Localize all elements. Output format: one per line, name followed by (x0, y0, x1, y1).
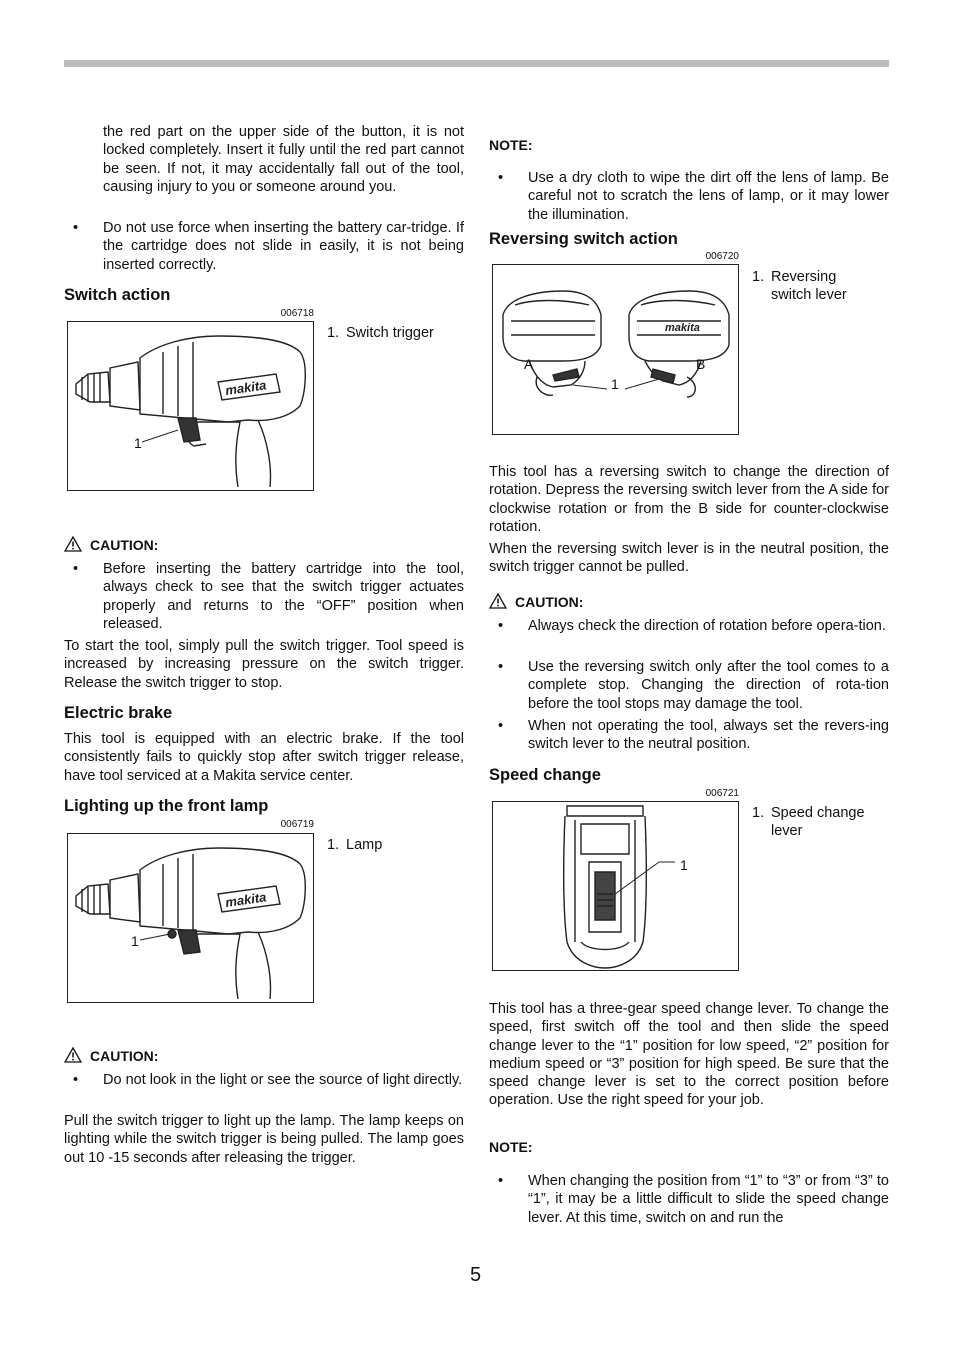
header-rule (64, 60, 889, 67)
switch-trigger-figure (67, 321, 314, 491)
legend-number: 1. (752, 805, 765, 821)
body-paragraph: To start the tool, simply pull the switch trigger. Tool speed is increased by increasing pressure on the switch trigger. Release the switch trigger to stop. (64, 638, 464, 691)
figure-callout: 1 (131, 933, 139, 949)
legend-number: 1. (752, 269, 765, 285)
drill-side-illustration (68, 834, 312, 1001)
figure-code: 006719 (280, 819, 314, 830)
figure-legend (327, 836, 382, 854)
lamp-caution-bullet (64, 1071, 464, 1089)
switch-action-heading: Switch action (64, 286, 171, 304)
figure-callout: 1 (611, 376, 619, 392)
caution-label: CAUTION: (489, 593, 889, 611)
list-item: • Before inserting the battery cartridge into the tool, always check to see that the switch trigger actuates properly and returns to the “OFF” position when released. (64, 560, 464, 633)
svg-text:makita: makita (224, 889, 268, 910)
svg-text:makita: makita (224, 377, 268, 398)
body-paragraph: When the reversing switch lever is in the neutral position, the switch trigger cannot be pulled. (489, 541, 889, 576)
reversing-caution-bullet-3 (489, 717, 889, 754)
warning-icon (64, 1047, 82, 1063)
figure-code: 006718 (280, 308, 314, 319)
note-label: NOTE: (489, 1139, 533, 1155)
callout-b: B (696, 356, 706, 372)
note-speed-bullet (489, 1172, 889, 1227)
legend-text: Reversing (771, 269, 837, 285)
list-item: • Use the reversing switch only after the tool comes to a complete stop. Changing the direction of rota-tion before the tool stops may damage the tool. (489, 658, 889, 713)
switch-action-paragraph (64, 637, 464, 692)
speed-change-figure (492, 801, 739, 971)
body-paragraph: This tool has a reversing switch to change the direction of rotation. Depress the reversing switch lever from the A side for clockwise rotation or from the B side for counter-clockwise rotation. (489, 464, 889, 535)
figure-legend (752, 268, 847, 305)
switch-caution-bullet (64, 560, 464, 633)
body-paragraph: This tool has a three-gear speed change lever. To change the speed, first switch off the tool and then slide the speed change lever to the “1” position for low speed, “2” position for medium speed or “3” position for high speed. Be sure that the speed change lever is set to the correct position before operation. Use the right speed for your job. (489, 1001, 889, 1109)
legend-text: lever (771, 823, 803, 840)
figure-code: 006721 (705, 788, 739, 799)
front-lamp-paragraph (64, 1112, 464, 1167)
reversing-switch-heading: Reversing switch action (489, 230, 678, 248)
reversing-switch-illustration (493, 265, 737, 433)
note-label: NOTE: (489, 137, 533, 153)
figure-callout: 1 (680, 857, 688, 873)
legend-text: Lamp (346, 837, 383, 853)
intro-paragraph: the red part on the upper side of the button, it is not locked completely. Insert it fully until the red part cannot be seen. If not, it may accidentally fall out of the tool, causing injury to you or someone around you. (103, 124, 464, 195)
reversing-caution-bullet-1 (489, 617, 889, 635)
page-number: 5 (470, 1264, 482, 1286)
note-lens-bullet (489, 169, 889, 224)
caution-label: CAUTION: (64, 536, 464, 554)
legend-text: Speed change (771, 805, 865, 821)
reversing-paragraph-1 (489, 463, 889, 536)
figure-legend (327, 324, 434, 342)
speed-lever-illustration (493, 802, 737, 969)
drill-side-illustration (68, 322, 312, 489)
list-item: • Always check the direction of rotation before opera-tion. (489, 617, 889, 635)
figure-code: 006720 (705, 251, 739, 262)
list-item: • Use a dry cloth to wipe the dirt off the lens of lamp. Be careful not to scratch the lens of lamp, or it may lower the illumination. (489, 169, 889, 224)
legend-number: 1. (327, 325, 340, 341)
battery-force-bullet (64, 219, 464, 274)
list-item: • When not operating the tool, always set the revers-ing switch lever to the neutral position. (489, 717, 889, 754)
front-lamp-heading: Lighting up the front lamp (64, 797, 269, 815)
speed-change-heading: Speed change (489, 766, 601, 784)
body-paragraph: Pull the switch trigger to light up the lamp. The lamp keeps on lighting while the switch trigger is being pulled. The lamp goes out 10 -15 seconds after releasing the trigger. (64, 1113, 464, 1166)
callout-a: A (524, 356, 534, 372)
electric-brake-paragraph (64, 730, 464, 785)
lamp-figure (67, 833, 314, 1003)
legend-text: switch lever (771, 287, 847, 304)
svg-text:makita: makita (665, 322, 700, 334)
figure-callout: 1 (134, 435, 142, 451)
legend-number: 1. (327, 837, 340, 853)
caution-label: CAUTION: (64, 1047, 464, 1065)
warning-icon (489, 593, 507, 609)
legend-text: Switch trigger (346, 325, 434, 341)
battery-insert-continuation (64, 123, 464, 196)
reversing-paragraph-2 (489, 540, 889, 577)
reversing-switch-figure (492, 264, 739, 435)
list-item: • When changing the position from “1” to “3” or from “3” to “1”, it may be a little difficult to slide the speed change lever. At this time, switch on and run the (489, 1172, 889, 1227)
body-paragraph: This tool is equipped with an electric brake. If the tool consistently fails to quickly stop after switch trigger release, have tool serviced at a Makita service center. (64, 731, 464, 784)
speed-change-paragraph (489, 1000, 889, 1110)
electric-brake-heading: Electric brake (64, 704, 173, 722)
reversing-caution-bullet-2 (489, 658, 889, 713)
list-item: • Do not look in the light or see the source of light directly. (64, 1071, 464, 1089)
figure-legend (752, 804, 865, 841)
warning-icon (64, 536, 82, 552)
list-item: • Do not use force when inserting the battery car-tridge. If the cartridge does not slide in easily, it is not being inserted correctly. (64, 219, 464, 274)
